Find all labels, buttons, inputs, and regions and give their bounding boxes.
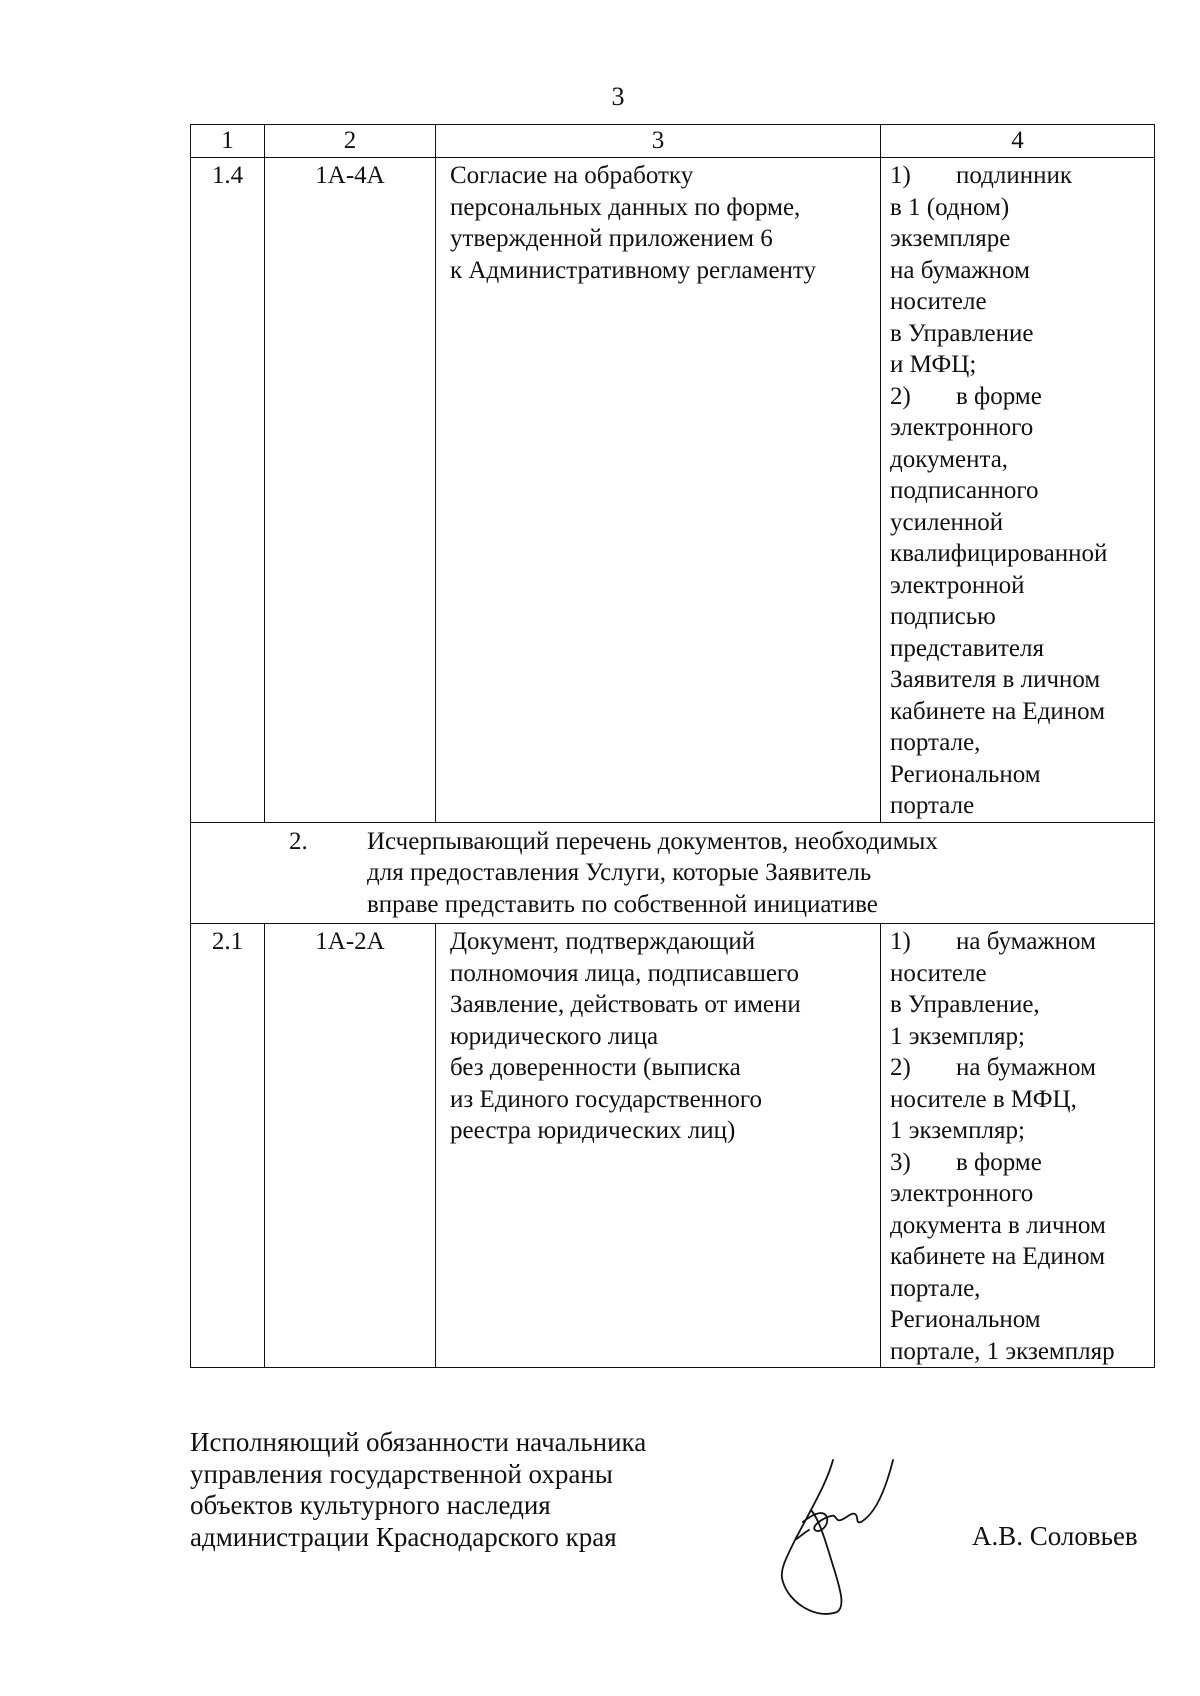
row-submission-form [881, 924, 1155, 1368]
item-text: Региональном [890, 1306, 1041, 1333]
submission-line [890, 790, 1150, 822]
item-text: электронной [890, 571, 1025, 599]
description-line: Заявление, действовать от имени [450, 991, 801, 1018]
submission-line [890, 286, 1150, 318]
item-number: 3) [890, 1148, 911, 1176]
item-text: на бумажном [890, 256, 1030, 284]
submission-line [890, 444, 1150, 476]
row-submission-form [881, 158, 1155, 823]
submission-line [890, 1147, 1150, 1179]
header-col-1: 1 [191, 125, 265, 158]
item-text: кабинете на Едином [890, 697, 1106, 725]
item-text: в 1 (одном) [890, 193, 1010, 221]
item-text: в форме [956, 382, 1042, 410]
signatory-title-line: администрации Краснодарского края [190, 1521, 617, 1552]
item-number: 2) [890, 1054, 911, 1081]
item-text: портале, [890, 729, 981, 756]
section-number: 2. [289, 827, 308, 855]
description-line: Согласие на обработку [450, 162, 694, 189]
description-line: утвержденной приложением 6 [450, 225, 773, 252]
submission-line [890, 601, 1150, 633]
signatory-title-line: объектов культурного наследия [190, 1490, 551, 1520]
item-text: в Управление [890, 319, 1034, 347]
row-number: 2.1 [191, 924, 265, 1368]
table-row [191, 924, 1155, 1368]
section-line-2: для предоставления Услуги, которые Заявитель [367, 859, 872, 886]
submission-line [890, 926, 1150, 958]
submission-line [890, 958, 1150, 990]
page-number: 3 [611, 82, 625, 111]
item-text: 1 экземпляр; [890, 1022, 1025, 1050]
item-number: 2) [890, 382, 911, 410]
item-text: Региональном [890, 760, 1041, 788]
description-line: из Единого государственного [450, 1085, 763, 1113]
table-header-row [191, 125, 1155, 158]
item-text: документа в личном [890, 1211, 1106, 1239]
item-text: портале [890, 792, 975, 819]
submission-line [890, 1052, 1150, 1084]
item-text: кабинете на Едином [890, 1243, 1106, 1270]
submission-line [890, 255, 1150, 287]
table-row [191, 158, 1155, 823]
submission-line [890, 1336, 1150, 1368]
item-text: электронного [890, 414, 1034, 441]
section-heading [191, 822, 1155, 924]
item-text: и МФЦ; [890, 351, 977, 378]
submission-line [890, 1084, 1150, 1116]
item-text: подлинник [956, 162, 1073, 189]
row-description [436, 924, 881, 1368]
submission-line [890, 1241, 1150, 1273]
header-col-3: 3 [436, 125, 881, 158]
submission-line [890, 1021, 1150, 1053]
row-code: 1А-2А [265, 924, 436, 1368]
item-text: Заявителя в личном [890, 666, 1101, 693]
submission-line [890, 412, 1150, 444]
header-col-2: 2 [265, 125, 436, 158]
submission-line [890, 507, 1150, 539]
item-text: подписью [890, 603, 996, 630]
item-text: портале, [890, 1274, 981, 1302]
item-text: экземпляре [890, 225, 1011, 252]
item-text: документа, [890, 445, 1009, 473]
section-line-1: 2. Исчерпывающий перечень документов, необходимых [191, 826, 1154, 858]
section-row [191, 822, 1155, 924]
description-line: к Административному регламенту [450, 256, 817, 284]
submission-line [890, 759, 1150, 791]
description-line: персональных данных по форме, [450, 193, 801, 221]
documents-table [190, 124, 1155, 1368]
submission-line [890, 1115, 1150, 1147]
item-text: представителя [890, 634, 1044, 662]
submission-line [890, 727, 1150, 759]
description-line: Документ, подтверждающий [450, 928, 756, 955]
item-text: на бумажном [956, 1054, 1096, 1081]
submission-line [890, 1210, 1150, 1242]
item-text: 1 экземпляр; [890, 1117, 1025, 1144]
submission-line [890, 664, 1150, 696]
submission-line [890, 192, 1150, 224]
item-text: в форме [956, 1148, 1042, 1176]
signatory-name: А.В. Соловьев [972, 1521, 1138, 1551]
handwritten-signature [775, 1452, 905, 1622]
submission-line [890, 696, 1150, 728]
item-text: носителе [890, 959, 987, 987]
submission-line [890, 538, 1150, 570]
submission-line [890, 318, 1150, 350]
submission-line [890, 223, 1150, 255]
description-line: без доверенности (выписка [450, 1054, 741, 1081]
submission-line [890, 633, 1150, 665]
submission-line [890, 160, 1150, 192]
item-number: 1) [890, 928, 911, 955]
submission-line [890, 989, 1150, 1021]
description-line: реестра юридических лиц) [450, 1117, 736, 1144]
submission-line [890, 1304, 1150, 1336]
item-number: 1) [890, 162, 911, 189]
row-description [436, 158, 881, 823]
submission-line [890, 1178, 1150, 1210]
item-text: в Управление, [890, 991, 1040, 1018]
submission-line [890, 475, 1150, 507]
item-text: подписанного [890, 477, 1039, 504]
item-text: портале, 1 экземпляр [890, 1337, 1115, 1365]
submission-line [890, 381, 1150, 413]
row-number: 1.4 [191, 158, 265, 823]
item-text: носителе [890, 288, 987, 315]
description-line: полномочия лица, подписавшего [450, 959, 800, 987]
item-text: квалифицированной [890, 540, 1108, 567]
item-text: усиленной [890, 508, 1004, 536]
submission-line [890, 349, 1150, 381]
item-text: на бумажном [956, 928, 1096, 955]
submission-line [890, 1273, 1150, 1305]
signatory-title [190, 1427, 646, 1553]
item-text: носителе в МФЦ, [890, 1085, 1077, 1113]
description-line: юридического лица [450, 1022, 659, 1050]
row-code: 1А-4А [265, 158, 436, 823]
submission-line [890, 570, 1150, 602]
signatory-title-line: управления государственной охраны [190, 1458, 613, 1489]
section-line-3: вправе представить по собственной инициативе [367, 890, 878, 918]
item-text: электронного [890, 1180, 1034, 1207]
signatory-title-line: Исполняющий обязанности начальника [190, 1427, 647, 1457]
header-col-4: 4 [881, 125, 1155, 158]
